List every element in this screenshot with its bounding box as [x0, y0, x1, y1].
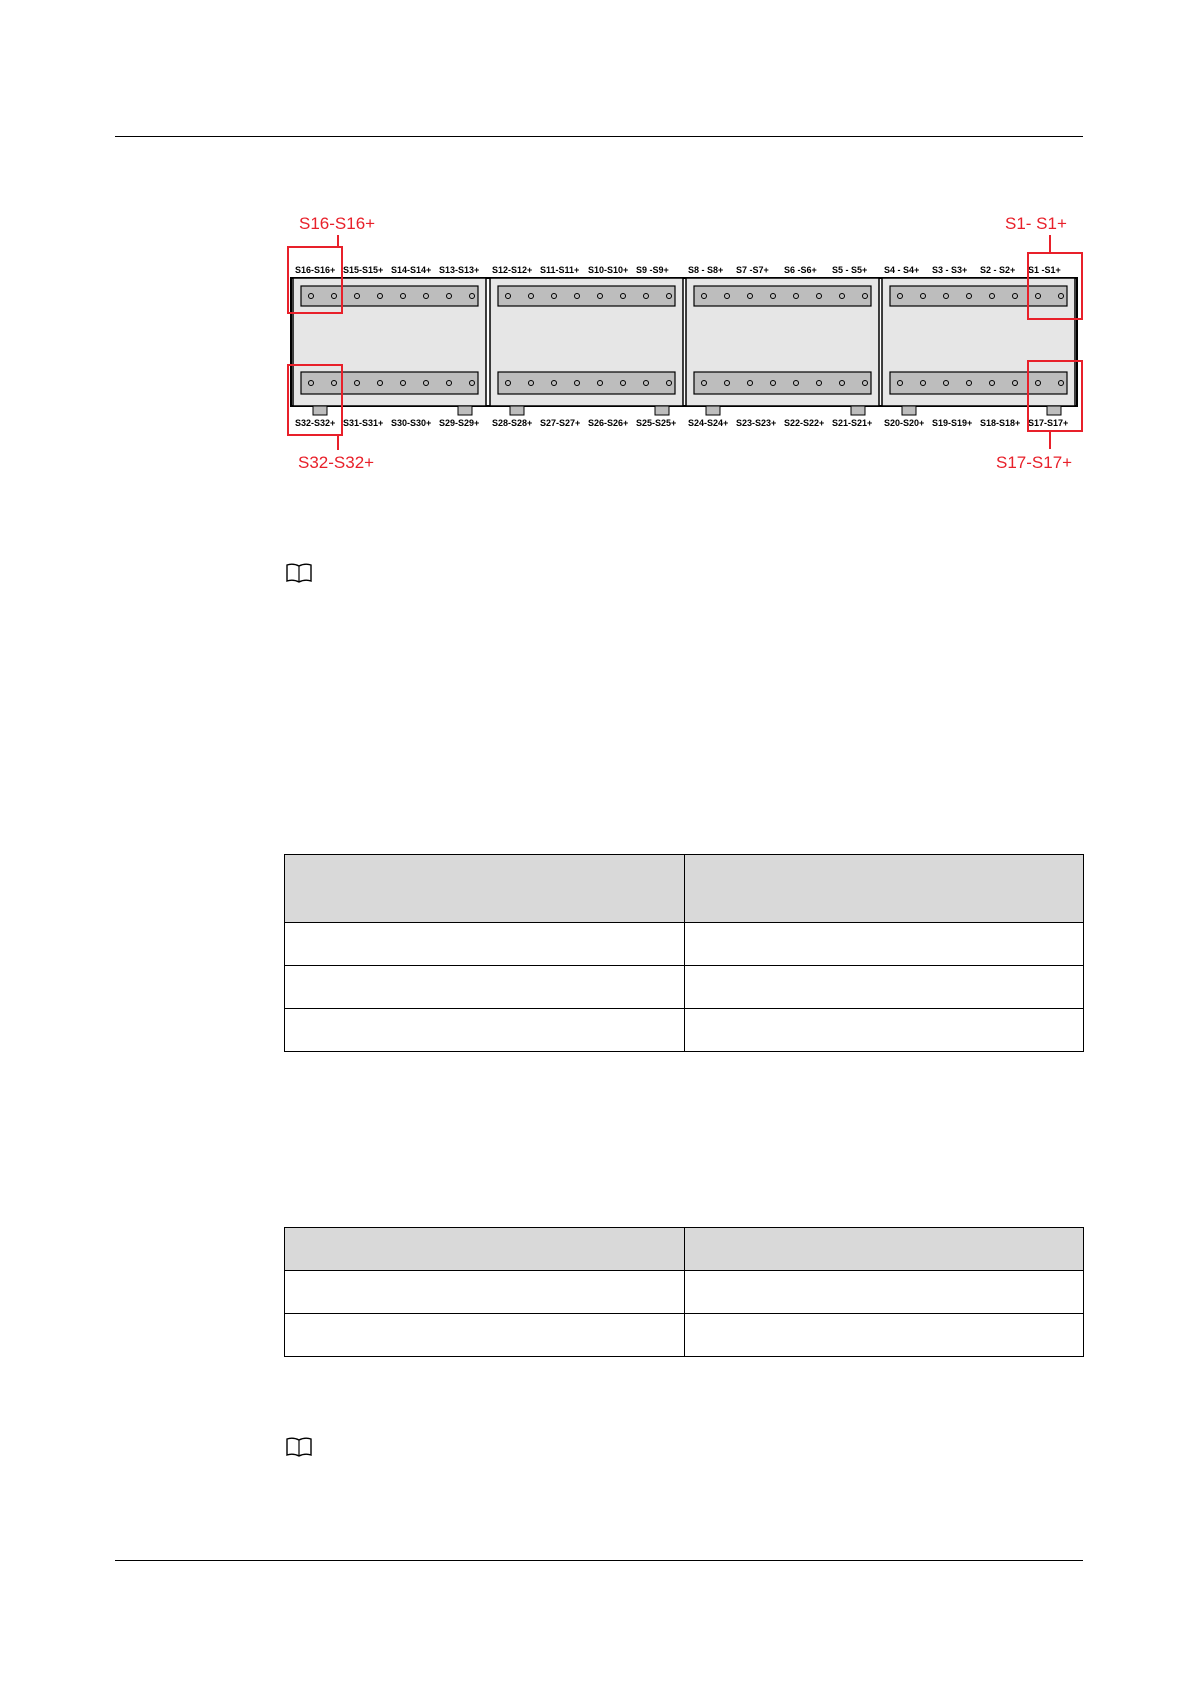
table-cell	[684, 1009, 1084, 1052]
terminal-label: S4 - S4+	[884, 265, 920, 275]
table-cell	[684, 1314, 1084, 1357]
terminal-label: S5 - S5+	[832, 265, 868, 275]
footer-rule	[115, 1560, 1083, 1561]
terminal-block-figure	[280, 205, 1100, 475]
table-cell	[684, 1228, 1084, 1271]
terminal-label: S6 -S6+	[784, 265, 817, 275]
terminal-label: S8 - S8+	[688, 265, 724, 275]
table-cell	[684, 855, 1084, 923]
terminal-label: S14-S14+	[391, 265, 432, 275]
table-2	[284, 1227, 1084, 1357]
table-row	[285, 1271, 1084, 1314]
terminal-label: S24-S24+	[688, 418, 729, 428]
header-rule	[115, 136, 1083, 137]
terminal-label: S15-S15+	[343, 265, 384, 275]
terminal-label: S9 -S9+	[636, 265, 669, 275]
terminal-label: S26-S26+	[588, 418, 629, 428]
mount-foot	[313, 406, 327, 415]
mount-foot	[655, 406, 669, 415]
table-1	[284, 854, 1084, 1052]
table-cell	[285, 1009, 685, 1052]
callout-top-left: S16-S16+	[299, 214, 376, 233]
table-cell	[285, 1314, 685, 1357]
note-icon	[285, 562, 313, 584]
terminal-label: S21-S21+	[832, 418, 873, 428]
terminal-label: S20-S20+	[884, 418, 925, 428]
terminal-label: S19-S19+	[932, 418, 973, 428]
table-header-row	[285, 1228, 1084, 1271]
terminal-label: S2 - S2+	[980, 265, 1016, 275]
terminal-label: S22-S22+	[784, 418, 825, 428]
table-cell	[285, 966, 685, 1009]
table-cell	[285, 1228, 685, 1271]
mount-foot	[458, 406, 472, 415]
terminal-label: S11-S11+	[540, 265, 580, 275]
table-row	[285, 1009, 1084, 1052]
table-cell	[285, 923, 685, 966]
terminal-label: S13-S13+	[439, 265, 480, 275]
callout-top-right: S1- S1+	[1005, 214, 1067, 233]
mount-foot	[902, 406, 916, 415]
table-row	[285, 923, 1084, 966]
terminal-label: S31-S31+	[343, 418, 384, 428]
terminal-label: S30-S30+	[391, 418, 432, 428]
mount-foot	[1047, 406, 1061, 415]
table-header-row	[285, 855, 1084, 923]
terminal-label: S27-S27+	[540, 418, 581, 428]
terminal-label: S32-S32+	[295, 418, 336, 428]
note-icon	[285, 1436, 313, 1458]
terminal-label: S1 -S1+	[1028, 265, 1061, 275]
table-cell	[285, 1271, 685, 1314]
terminal-label: S7 -S7+	[736, 265, 769, 275]
terminal-label: S23-S23+	[736, 418, 777, 428]
table-row	[285, 966, 1084, 1009]
terminal-label: S3 - S3+	[932, 265, 968, 275]
table-cell	[285, 855, 685, 923]
terminal-label: S25-S25+	[636, 418, 677, 428]
top-terminal-labels	[295, 265, 1061, 275]
table-row	[285, 1314, 1084, 1357]
terminal-label: S16-S16+	[295, 265, 336, 275]
bottom-terminal-labels	[295, 418, 1068, 428]
terminal-label: S28-S28+	[492, 418, 533, 428]
callout-bottom-right: S17-S17+	[996, 453, 1073, 472]
mount-foot	[510, 406, 524, 415]
mount-foot	[706, 406, 720, 415]
table-cell	[684, 966, 1084, 1009]
table-cell	[684, 923, 1084, 966]
terminal-label: S17-S17+	[1028, 418, 1069, 428]
terminal-label: S12-S12+	[492, 265, 533, 275]
mount-foot	[851, 406, 865, 415]
callout-bottom-left: S32-S32+	[298, 453, 375, 472]
table-cell	[684, 1271, 1084, 1314]
terminal-label: S10-S10+	[588, 265, 629, 275]
terminal-label: S29-S29+	[439, 418, 480, 428]
terminal-label: S18-S18+	[980, 418, 1021, 428]
